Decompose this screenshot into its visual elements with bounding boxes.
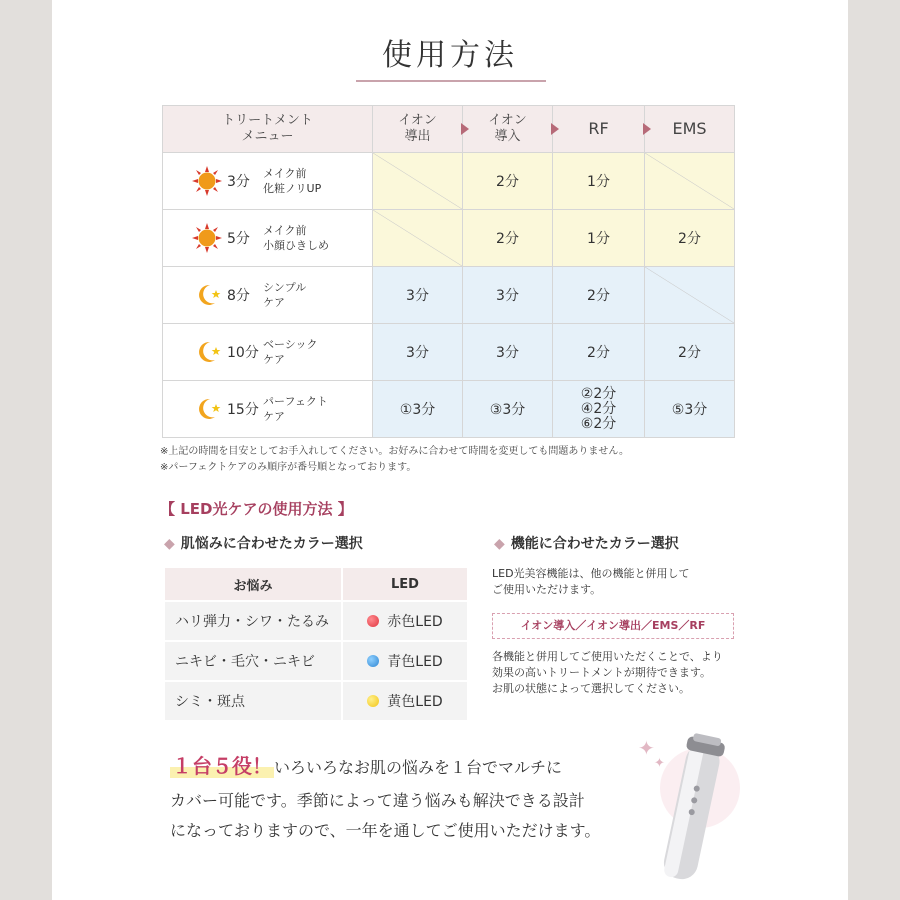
header-rf: [553, 106, 645, 153]
right-text-line: 各機能と併用してご使用いただくことで、より: [492, 650, 723, 663]
menu-desc: [263, 223, 329, 253]
menu-desc: [263, 394, 328, 424]
table-row: [163, 267, 735, 324]
moon-icon: [191, 393, 223, 425]
cell-empty: [645, 267, 735, 324]
header-rf-label: RF: [588, 119, 609, 138]
cell-value: 1分: [553, 153, 645, 210]
led-table: [163, 566, 469, 722]
header-ion-in: [463, 106, 553, 153]
worry-cell: シミ・斑点: [164, 681, 342, 721]
menu-time: 5分: [227, 231, 250, 247]
led-cell: [342, 601, 468, 641]
menu-time: 3分: [227, 174, 250, 190]
menu-time: 15分: [227, 402, 259, 418]
menu-desc-line2: ケア: [263, 410, 285, 423]
right-sub-heading: [494, 533, 679, 553]
menu-cell: [163, 210, 373, 267]
table-row: [163, 153, 735, 210]
cell-value: 2分: [463, 153, 553, 210]
menu-desc-line2: 化粧ノリUP: [263, 182, 322, 195]
right-text-block-1: [492, 566, 690, 598]
led-label: 赤色LED: [387, 614, 443, 630]
cell-value: ③3分: [463, 381, 553, 438]
device-image: [632, 726, 752, 886]
cell-value-multi: [553, 381, 645, 438]
header-menu: [163, 106, 373, 153]
moon-icon: [191, 279, 223, 311]
menu-desc: [263, 337, 318, 367]
header-ion-in-line2: 導入: [494, 129, 521, 144]
table-row: [163, 381, 735, 438]
header-ion-in-line1: イオン: [488, 113, 527, 128]
menu-desc-line2: ケア: [263, 353, 285, 366]
menu-time: 10分: [227, 345, 259, 361]
notes: [160, 444, 629, 476]
menu-desc-line2: 小顔ひきしめ: [263, 239, 329, 252]
bottom-line-2: カバー可能です。季節によって違う悩みも解決できる設計: [170, 791, 585, 810]
cell-value: ⑤3分: [645, 381, 735, 438]
led-table-header: [164, 567, 468, 601]
cell-empty: [373, 153, 463, 210]
cell-value: 1分: [553, 210, 645, 267]
arrow-icon: [551, 123, 559, 135]
bottom-line-3: になっておりますので、一年を通してご使用いただけます。: [170, 821, 601, 840]
menu-cell: [163, 153, 373, 210]
menu-desc-line1: メイク前: [263, 224, 307, 237]
table-row: [164, 681, 468, 721]
red-led-icon: [367, 615, 379, 627]
yellow-led-icon: [367, 695, 379, 707]
menu-desc-line1: シンプル: [263, 281, 307, 294]
table-row: [163, 210, 735, 267]
table-row: [164, 601, 468, 641]
arrow-icon: [461, 123, 469, 135]
right-sub-heading-text: 機能に合わせたカラー選択: [510, 536, 679, 552]
cell-value: 3分: [463, 267, 553, 324]
note-line: ※パーフェクトケアのみ順序が番号順となっております。: [160, 462, 417, 473]
function-box: イオン導入／イオン導出／EMS／RF: [492, 613, 734, 639]
led-cell: [342, 681, 468, 721]
cell-value-line: ④2分: [580, 400, 617, 417]
header-menu-line1: トリートメント: [222, 113, 313, 128]
header-ems: EMS: [645, 106, 735, 153]
led-label: 青色LED: [387, 654, 443, 670]
diamond-icon: ◆: [164, 536, 175, 552]
right-text-block-2: [492, 649, 723, 697]
header-worry: お悩み: [164, 567, 342, 601]
cell-value: 2分: [645, 324, 735, 381]
led-label: 黄色LED: [387, 694, 443, 710]
menu-cell: [163, 324, 373, 381]
menu-desc: [263, 280, 306, 310]
page-title: 使用方法: [382, 38, 518, 73]
bottom-line-1-text: いろいろなお肌の悩みを１台でマルチに: [274, 758, 563, 777]
right-text-line: LED光美容機能は、他の機能と併用して: [492, 567, 690, 580]
cell-value: 3分: [463, 324, 553, 381]
cell-empty: [373, 210, 463, 267]
cell-value: ①3分: [373, 381, 463, 438]
led-heading: 【 LED光ケアの使用方法 】: [160, 500, 353, 518]
cell-value: 3分: [373, 324, 463, 381]
title-underline: [356, 80, 546, 82]
cell-value-line: ②2分: [580, 385, 617, 402]
treatment-table: [162, 105, 735, 438]
menu-cell: [163, 381, 373, 438]
menu-desc-line1: パーフェクト: [263, 395, 328, 408]
menu-time: 8分: [227, 288, 250, 304]
diamond-icon: ◆: [494, 536, 505, 552]
sun-icon: [191, 222, 223, 254]
cell-value: 2分: [553, 267, 645, 324]
arrow-icon: [643, 123, 651, 135]
moon-icon: [191, 336, 223, 368]
header-led: LED: [342, 567, 468, 601]
bottom-line-1: [170, 750, 562, 779]
menu-cell: [163, 267, 373, 324]
header-ion-out: [373, 106, 463, 153]
treatment-table-header: [163, 106, 735, 153]
table-row: [163, 324, 735, 381]
left-sub-heading-text: 肌悩みに合わせたカラー選択: [180, 536, 363, 552]
worry-cell: ハリ弾力・シワ・たるみ: [164, 601, 342, 641]
cell-empty: [645, 153, 735, 210]
cell-value: 2分: [553, 324, 645, 381]
left-sub-heading: [164, 533, 363, 553]
worry-cell: ニキビ・毛穴・ニキビ: [164, 641, 342, 681]
menu-desc-line1: ベーシック: [263, 338, 318, 351]
header-ion-out-line2: 導出: [404, 129, 431, 144]
led-cell: [342, 641, 468, 681]
hero-text: １台５役！: [172, 754, 272, 778]
header-ion-out-line1: イオン: [398, 113, 437, 128]
sparkle-icon: ✦: [638, 736, 655, 760]
cell-value: 2分: [645, 210, 735, 267]
sparkle-icon: ✦: [654, 756, 665, 771]
menu-desc-line1: メイク前: [263, 167, 307, 180]
sun-icon: [191, 165, 223, 197]
cell-value-line: ⑥2分: [580, 415, 617, 432]
right-text-line: お肌の状態によって選択してください。: [492, 682, 690, 695]
menu-desc: [263, 166, 321, 196]
table-row: [164, 641, 468, 681]
blue-led-icon: [367, 655, 379, 667]
right-text-line: ご使用いただけます。: [492, 583, 602, 596]
right-text-line: 効果の高いトリートメントが期待できます。: [492, 666, 712, 679]
header-menu-line2: メニュー: [241, 129, 294, 144]
cell-value: 3分: [373, 267, 463, 324]
note-line: ※上記の時間を目安としてお手入れしてください。お好みに合わせて時間を変更しても問題ありません。: [160, 446, 629, 457]
cell-value: 2分: [463, 210, 553, 267]
menu-desc-line2: ケア: [263, 296, 285, 309]
page: [52, 0, 848, 900]
